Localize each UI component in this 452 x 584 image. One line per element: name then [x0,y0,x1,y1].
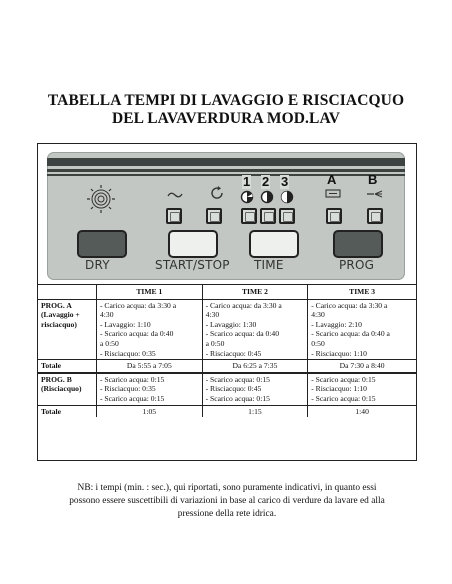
footnote [44,482,410,520]
cell-line: - Carico acqua: da 3:30 a [100,300,177,310]
table-row-prog-b [38,373,416,405]
cell-line: - Risciacquo: 1:10 [311,348,367,358]
table-header-cell: TIME 3 [308,285,416,299]
panel-stripe [47,174,405,176]
prog-button[interactable] [333,230,383,258]
time-button[interactable] [249,230,299,258]
title-line-2: DEL LAVAVERDURA MOD.LAV [111,110,341,127]
footnote-line: possono essere suscettibili di variazioni in base al carico di verdure da lavare ed alla [69,495,385,506]
cell-line: 4:30 [311,310,325,320]
control-panel [47,152,405,280]
cell-line: - Lavaggio: 2:10 [311,319,362,329]
total-value: 1:15 [202,405,308,417]
time-number-1: 1 [243,174,251,189]
table-cell [308,373,416,405]
prog-label: PROG [339,258,375,272]
row-label-line: PROG. B [41,374,72,384]
cell-line: - Lavaggio: 1:30 [205,319,257,329]
indicator-led-prog-b[interactable] [367,208,383,224]
indicator-led-prog-a[interactable] [326,208,342,224]
table-cell [97,373,203,405]
cell-line: 4:30 [205,310,220,320]
total-label: Totale [38,405,97,417]
footnote-line: pressione della rete idrica. [177,508,277,519]
half-moon-icon [260,190,274,204]
cell-line: - Scarico acqua: da 0:40 a [311,329,390,339]
table-row-total-b [38,405,416,417]
row-label-line: PROG. A [41,300,72,310]
control-panel-cell [38,144,416,285]
panel-stripe [47,158,405,166]
table-cell [97,299,203,360]
cell-line: - Risciacquo: 0:45 [205,348,262,358]
total-label: Totale [38,360,97,373]
table-header-cell: TIME 1 [97,285,203,299]
cell-line: - Scarico acqua: 0:15 [100,393,165,403]
cell-line: - Scarico acqua: 0:15 [205,374,270,384]
cell-line: - Scarico acqua: 0:15 [311,374,376,384]
cell-line: a 0:50 [205,338,225,348]
times-table-frame [37,143,417,461]
row-label-prog-a [38,299,97,360]
indicator-led-time-2[interactable] [260,208,276,224]
table-cell [202,373,308,405]
row-label-line: (Lavaggio + [41,310,80,320]
spray-icon [365,189,385,199]
cell-line: - Risciacquo: 0:35 [100,384,156,394]
panel-stripe [47,169,405,172]
start-stop-label: START/STOP [155,258,230,272]
cell-line: - Scarico acqua: da 0:40 [205,329,280,339]
prog-letter-a: A [327,172,337,187]
title-line-1: TABELLA TEMPI DI LAVAGGIO E RISCIACQUO [47,92,405,109]
table-row-prog-a [38,299,416,360]
cell-line: - Lavaggio: 1:10 [100,319,151,329]
chamber-icon [323,189,343,199]
time-number-2: 2 [262,174,270,189]
cell-line: 0:50 [311,338,325,348]
cell-line: - Scarico acqua: 0:15 [100,374,165,384]
prog-letter-b: B [368,172,378,187]
cell-line: - Scarico acqua: 0:15 [205,393,270,403]
total-value: Da 6:25 a 7:35 [202,360,308,373]
table-row-total-a [38,360,416,373]
cell-line: 4:30 [100,310,114,320]
time-number-3: 3 [281,174,289,189]
dry-label: DRY [85,258,110,272]
indicator-led-time-3[interactable] [279,208,295,224]
total-value: Da 5:55 a 7:05 [97,360,203,373]
cell-line: - Carico acqua: da 3:30 a [205,300,282,310]
total-value: Da 7:30 a 8:40 [308,360,416,373]
dry-button[interactable] [77,230,127,258]
cell-line: a 0:50 [100,338,119,348]
total-value: 1:40 [308,405,416,417]
table-header-cell [38,285,97,299]
cell-line: - Risciacquo: 1:10 [311,384,367,394]
time-label: TIME [254,258,284,272]
dry-sun-icon [87,185,115,213]
half-moon-icon [280,190,294,204]
document-title [0,92,452,128]
times-table [38,285,416,417]
cell-line: - Scarico acqua: 0:15 [311,393,376,403]
table-cell [308,299,416,360]
indicator-led-cycle[interactable] [206,208,222,224]
table-header-row [38,285,416,299]
row-label-prog-b [38,373,97,405]
indicator-led-wash[interactable] [166,208,182,224]
footnote-line: NB: i tempi (min. : sec.), qui riportati, sono puramente indicativi, in quanto essi [77,483,377,493]
cycle-icon [209,185,225,201]
half-moon-icon [240,190,254,204]
start-stop-button[interactable] [168,230,218,258]
cell-line: - Risciacquo: 0:35 [100,348,156,358]
cell-line: - Risciacquo: 0:45 [205,384,262,394]
total-value: 1:05 [97,405,203,417]
cell-line: - Carico acqua: da 3:30 a [311,300,388,310]
indicator-led-time-1[interactable] [241,208,257,224]
table-cell [202,299,308,360]
cell-line: - Scarico acqua: da 0:40 [100,329,174,339]
wave-icon [167,190,183,200]
table-header-cell: TIME 2 [202,285,308,299]
row-label-line: risciacquo) [41,319,77,329]
row-label-line: (Risciacquo) [41,384,82,394]
